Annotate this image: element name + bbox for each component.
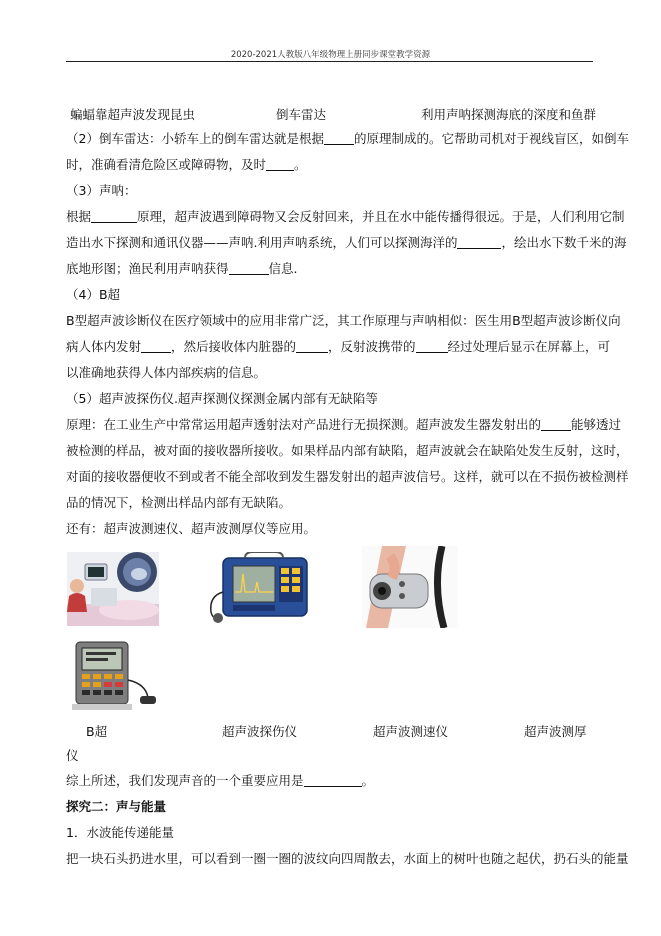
other-applications: 还有：超声波测速仪、超声波测厚仪等应用。 bbox=[66, 521, 317, 536]
fill-blank[interactable] bbox=[304, 773, 362, 787]
para-3-title: （3）声呐： bbox=[66, 183, 137, 198]
text: 原理：在工业生产中常常运用超声透射法对产品进行无损探测。超声波发生器发射出的 bbox=[66, 417, 542, 432]
fill-blank[interactable] bbox=[541, 417, 571, 431]
text: ，然后接收体内脏器的 bbox=[171, 339, 297, 354]
fill-blank[interactable] bbox=[296, 339, 328, 353]
thickness-gauge-photo bbox=[70, 640, 160, 712]
speed-meter-photo bbox=[362, 546, 458, 628]
para-4-line-3: 以准确地获得人体内部疾病的信息。 bbox=[66, 365, 267, 380]
para-5-line-4: 品的情况下，检测出样品内部有无缺陷。 bbox=[66, 495, 292, 510]
fill-blank[interactable] bbox=[324, 131, 354, 145]
para-3-line-1 bbox=[66, 208, 625, 226]
text: 信息. bbox=[268, 261, 298, 276]
header-rule bbox=[66, 61, 593, 62]
para-4-line-1: B型超声波诊断仪在医疗领域中的应用非常广泛，其工作原理与声呐相似：医生用B型超声波诊断仪向 bbox=[66, 313, 621, 328]
para-3-line-3 bbox=[66, 260, 593, 278]
caption-speed-meter: 超声波测速仪 bbox=[373, 724, 449, 739]
text: 根据 bbox=[66, 209, 92, 224]
para-4-title: （4）B超 bbox=[66, 287, 121, 302]
para-5-line-2: 被检测的样品，被对面的接收器所接收。如果样品内部有缺陷，超声波就会在缺陷处发生反射，这时， bbox=[66, 443, 629, 458]
caption-sonar: 利用声呐探测海底的深度和鱼群 bbox=[421, 107, 597, 122]
text: 的原理制成的。它帮助司机对于视线盲区，如倒车 bbox=[353, 131, 629, 146]
para-2-line-2 bbox=[66, 156, 593, 174]
text: 经过处理后显示在屏幕上，可 bbox=[447, 339, 611, 354]
text: 原理，超声波遇到障碍物又会反射回来，并且在水中能传播得很远。于是，人们利用它制 bbox=[137, 209, 625, 224]
fill-blank[interactable] bbox=[229, 261, 269, 275]
caption-flaw-detector: 超声波探伤仪 bbox=[222, 724, 298, 739]
flaw-detector-photo bbox=[205, 552, 310, 626]
fill-blank[interactable] bbox=[91, 209, 137, 223]
text: 造出水下探测和通讯仪器——声呐.利用声呐系统，人们可以探测海洋的 bbox=[66, 235, 458, 250]
fill-blank[interactable] bbox=[141, 339, 171, 353]
para-2-line-1 bbox=[66, 130, 629, 148]
text: 。 bbox=[361, 773, 375, 788]
caption-b-ultrasound: B超 bbox=[86, 724, 108, 739]
page-header: 2020-2021人教版八年级物理上册同步课堂教学资源 bbox=[230, 50, 431, 60]
section-2-title: 探究二：声与能量 bbox=[66, 799, 167, 814]
text: 能够透过 bbox=[571, 417, 622, 432]
para-5-line-1 bbox=[66, 416, 622, 434]
text: 病人体内发射 bbox=[66, 339, 142, 354]
caption-thickness-gauge-wrap: 仪 bbox=[66, 748, 79, 763]
para-3-line-2 bbox=[66, 234, 627, 252]
fill-blank[interactable] bbox=[457, 235, 501, 249]
caption-bat: 蝙蝠靠超声波发现昆虫 bbox=[70, 107, 196, 122]
text: 底地形图；渔民利用声呐获得 bbox=[66, 261, 229, 276]
fill-blank[interactable] bbox=[266, 157, 294, 171]
text: 。 bbox=[294, 157, 307, 172]
section-2-item-1: 1．水波能传递能量 bbox=[66, 825, 174, 840]
caption-thickness-gauge: 超声波测厚 bbox=[524, 724, 587, 739]
text: ，反射波携带的 bbox=[328, 339, 416, 354]
caption-reverse-radar: 倒车雷达 bbox=[276, 107, 327, 122]
summary-line bbox=[66, 772, 593, 790]
fill-blank[interactable] bbox=[416, 339, 448, 353]
text: 时，准确看清危险区或障碍物，及时 bbox=[66, 157, 267, 172]
para-5-title: （5）超声波探伤仪.超声探测仪探测金属内部有无缺陷等 bbox=[66, 391, 378, 406]
para-4-line-2 bbox=[66, 338, 611, 356]
section-2-para-line-1: 把一块石头扔进水里，可以看到一圈一圈的波纹向四周散去，水面上的树叶也随之起伏，扔石头的能量 bbox=[66, 851, 629, 866]
text: （2）倒车雷达：小轿车上的倒车雷达就是根据 bbox=[66, 131, 324, 146]
b-ultrasound-photo bbox=[67, 552, 159, 626]
text: ，绘出水下数千米的海 bbox=[501, 235, 627, 250]
text: 综上所述，我们发现声音的一个重要应用是 bbox=[66, 773, 304, 788]
para-5-line-3: 对面的接收器便收不到或者不能全部收到发生器发射出的超声波信号。这样，就可以在不损伤被检测样 bbox=[66, 469, 629, 484]
